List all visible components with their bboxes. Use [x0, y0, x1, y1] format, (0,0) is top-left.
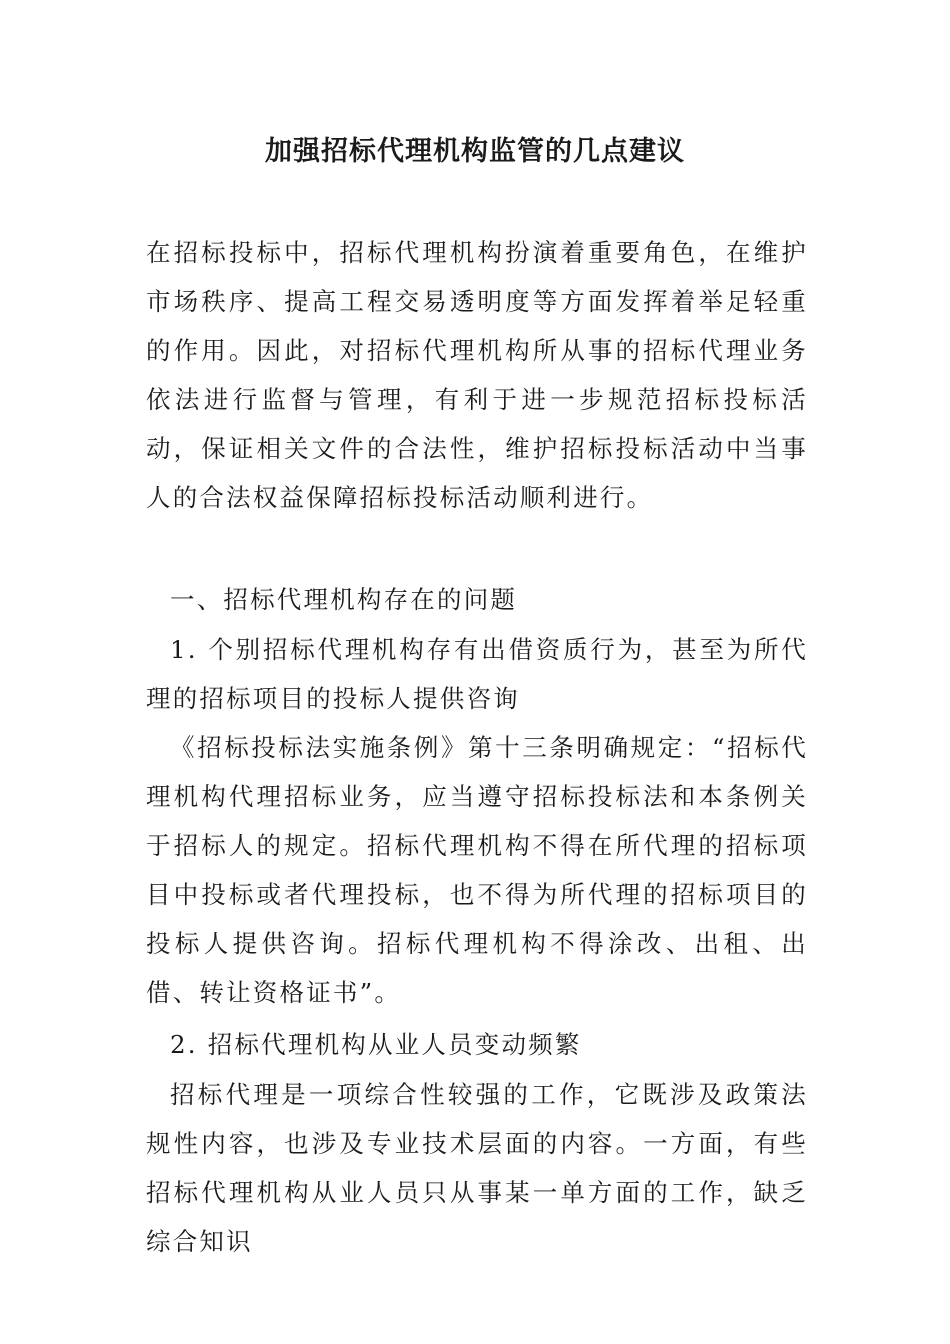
- section-heading: 一、招标代理机构存在的问题: [170, 585, 518, 614]
- item-1-heading: 1. 个别招标代理机构存有出借资质行为，甚至为所代理的招标项目的投标人提供咨询: [146, 635, 808, 713]
- item-2-heading: 2. 招标代理机构从业人员变动频繁: [170, 1030, 582, 1059]
- item-2-paragraph: 招标代理是一项综合性较强的工作，它既涉及政策法规性内容，也涉及专业技术层面的内容。一方面，有些招标代理机构从业人员只从事某一单方面的工作，缺乏综合知识: [146, 1080, 808, 1256]
- item-1-paragraph: 《招标投标法实施条例》第十三条明确规定：“招标代理机构代理招标业务，应当遵守招标投标法和本条例关于招标人的规定。招标代理机构不得在所代理的招标项目中投标或者代理投标，也不得为所代理的招标项目的投标人提供咨询。招标代理机构不得涂改、出租、出借、转让资格证书”。: [146, 733, 808, 1007]
- document-title: 加强招标代理机构监管的几点建议: [265, 136, 685, 167]
- intro-paragraph: 在招标投标中，招标代理机构扮演着重要角色，在维护市场秩序、提高工程交易透明度等方面发挥着举足轻重的作用。因此，对招标代理机构所从事的招标代理业务依法进行监督与管理，有利于进一步规范招标投标活动，保证相关文件的合法性，维护招标投标活动中当事人的合法权益保障招标投标活动顺利进行。: [146, 238, 808, 512]
